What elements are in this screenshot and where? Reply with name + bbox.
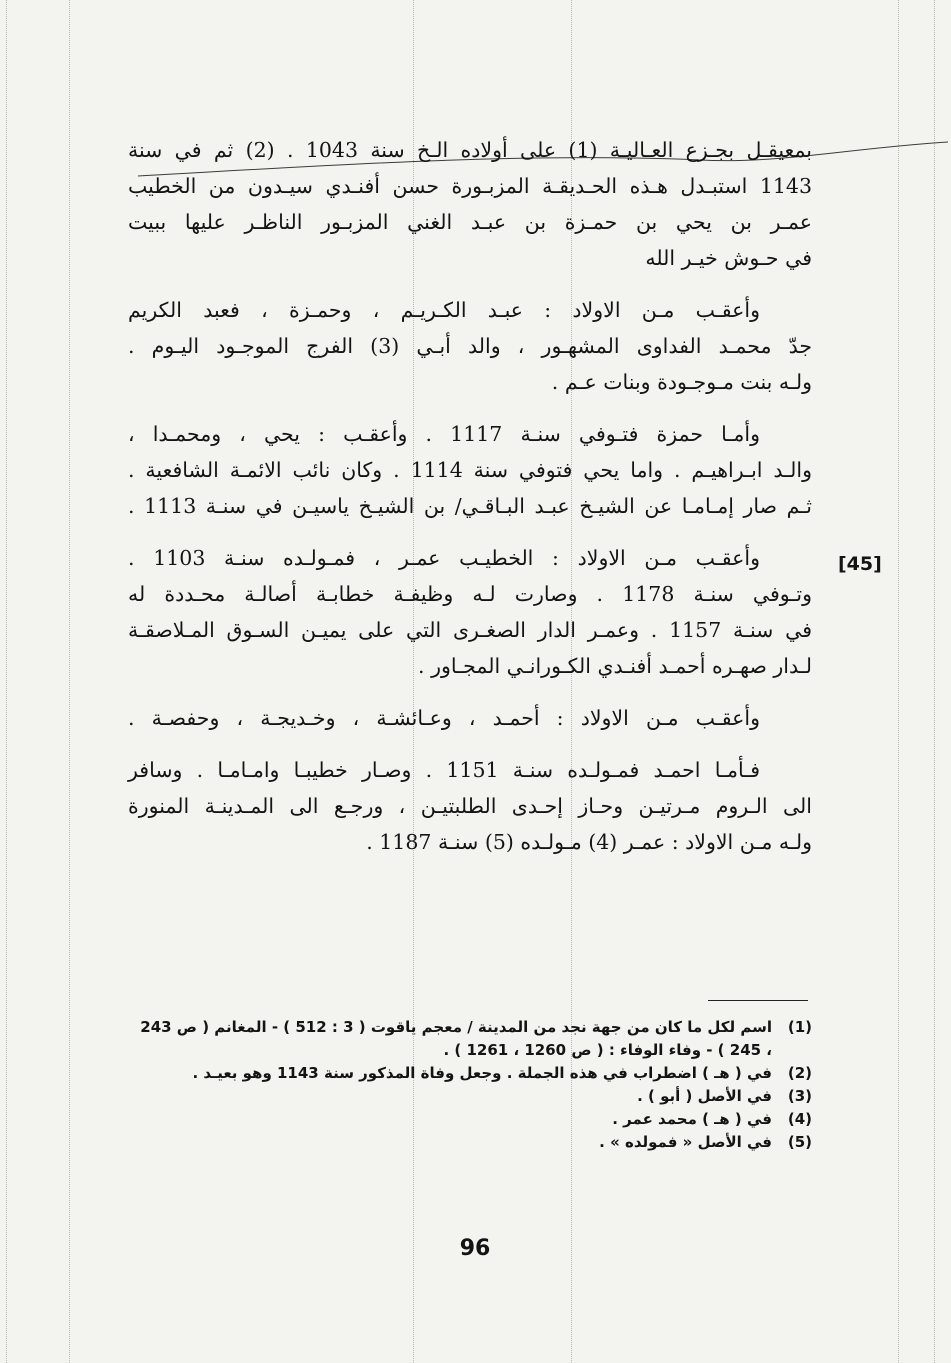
- footnote-text: في ( هـ ) محمد عمر .: [612, 1110, 772, 1128]
- footnote: [140, 1062, 812, 1085]
- text-line: وأمـا حمزة فتـوفي سنـة 1117 . وأعقـب : يحي ، ومحمـدا ،: [128, 422, 760, 446]
- text-line: فـأمـا احمـد فمـولـده سنـة 1151 . وصـار خطيبـا وامـامـا . وسافر: [128, 758, 760, 782]
- footnote: [140, 1108, 812, 1131]
- footnote-text: في الأصل ( أبو ) .: [637, 1087, 772, 1105]
- footnote-number: (1): [787, 1018, 812, 1036]
- footnote-rule: [708, 1000, 808, 1001]
- text-line: ولـه بنت مـوجـودة وبنات عـم .: [551, 370, 812, 394]
- text-line: ولـه مـن الاولاد : عمـر (4) مـولـده (5) سنـة 1187 .: [366, 830, 812, 854]
- paragraph: [128, 752, 812, 860]
- page-number: 96: [459, 1236, 491, 1261]
- paragraph: [128, 292, 812, 400]
- footnote: [140, 1131, 812, 1154]
- text-line: 1143 استبـدل هـذه الحـديقـة المزبـورة حسن أفنـدي سيـدون من الخطيب: [128, 174, 812, 198]
- paragraph: [128, 540, 812, 684]
- paragraph: [128, 416, 812, 524]
- text-line: جدّ محمـد الفداوى المشهـور ، والد أبـي (3) الفرج الموجـود اليـوم .: [128, 334, 813, 358]
- text-line: لـدار صهـره أحمـد أفنـدي الكـورانـي المجـاور .: [418, 654, 812, 678]
- text-line: ثـم صار إمـامـا عن الشيـخ عبـد البـاقـي/ بن الشيـخ ياسيـن في سنـة 1113 .: [128, 494, 812, 518]
- footnote-text: اسم لكل ما كان من جهة نجد من المدينة / معجم ياقوت ( 3 : 512 ) - المغانم ( ص 243 ، 245 ) - وفاء الوفاء : ( ص 1260 ، 1261 ) .: [140, 1018, 772, 1059]
- footnote-number: (2): [787, 1064, 812, 1082]
- paragraph: [128, 132, 812, 276]
- footnotes: [140, 1016, 812, 1154]
- footnote: [140, 1016, 812, 1062]
- text-line: وأعقـب مـن الاولاد : عبـد الكـريـم ، وحمـزة ، فعبد الكريم: [128, 298, 760, 322]
- body-text: [128, 132, 812, 876]
- text-line: عمـر بن يحي بن حمـزة بن عبـد الغني المزبـور الناظـر عليها ببيت: [128, 210, 812, 234]
- text-line: وأعقـب مـن الاولاد : أحمـد ، وعـائشـة ، وخـديجـة ، وحفصـة .: [128, 706, 760, 730]
- text-line: في سنـة 1157 . وعمـر الدار الصغـرى التي على يميـن السـوق المـلاصقـة: [128, 618, 812, 642]
- text-line: الى الـروم مـرتيـن وحـاز إحـدى الطلبتيـن ، ورجـع الى المـدينـة المنورة: [128, 794, 812, 818]
- text-line: بمعيقـل بجـزع العـاليـة (1) على أولاده الـخ سنة 1043 . (2) ثم في سنة: [128, 138, 813, 162]
- text-line: والـد ابـراهيـم . واما يحي فتوفي سنة 1114 . وكان نائب الائمـة الشافعية .: [128, 458, 812, 482]
- footnote: [140, 1085, 812, 1108]
- footnote-text: في الأصل « فمولده » .: [599, 1133, 772, 1151]
- text-line: في حـوش خيـر الله: [645, 246, 812, 270]
- text-line: وتـوفي سنـة 1178 . وصارت لـه وظيفـة خطابـة أصالـة محـددة له: [128, 582, 813, 606]
- text-line: وأعقـب مـن الاولاد : الخطيـب عمـر ، فمـولـده سنـة 1103 .: [128, 546, 760, 570]
- footnote-number: (4): [787, 1110, 812, 1128]
- footnote-number: (3): [787, 1087, 812, 1105]
- paragraph: [128, 700, 812, 736]
- footnote-number: (5): [787, 1133, 812, 1151]
- footnote-text: في ( هـ ) اضطراب في هذه الجملة . وجعل وفاة المذكور سنة 1143 وهو بعيـد .: [192, 1064, 772, 1082]
- margin-reference: [45]: [838, 553, 882, 575]
